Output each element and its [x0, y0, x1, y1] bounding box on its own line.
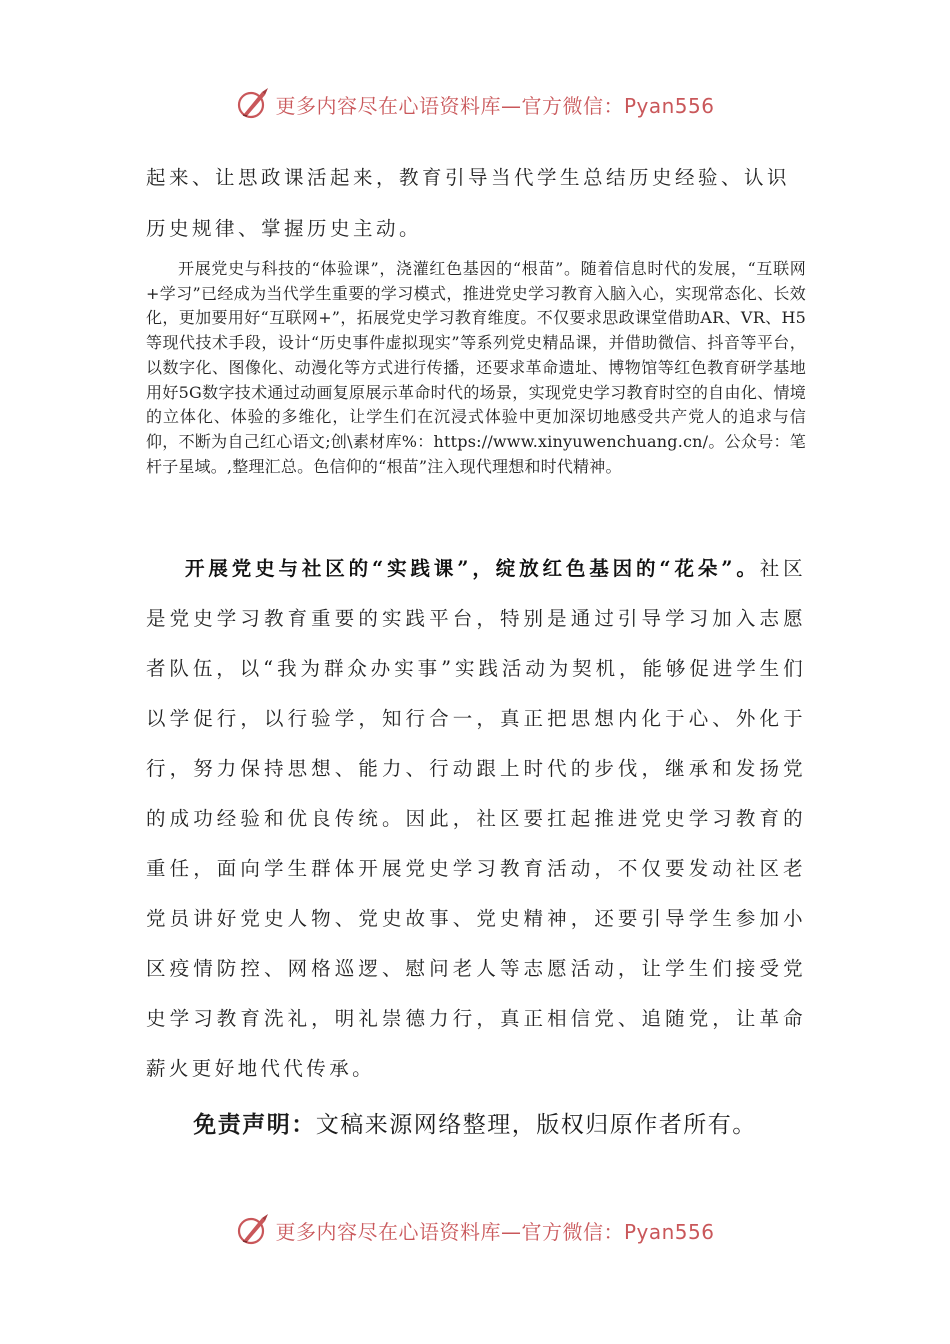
paragraph-continuation: 起来、让思政课活起来，教育引导当代学生总结历史经验、认识历史规律、掌握历史主动。: [146, 166, 791, 240]
footer-banner: [0, 1210, 950, 1250]
paragraph-body-text: 社区是党史学习教育重要的实践平台，特别是通过引导学习加入志愿者队伍，以“我为群众办实事”实践活动为契机，能够促进学生们以学促行，以行验学，知行合一，真正把思想内化于心、外化于行，努力保持思想、能力、行动跟上时代的步伐，继承和发扬党的成功经验和优良传统。因此，社区要扛起推进党史学习教育的重任，面向学生群体开展党史学习教育活动，不仅要发动社区老党员讲好党史人物、党史故事、党史精神，还要引导学生参加小区疫情防控、网格巡逻、慰问老人等志愿活动，让学生们接受党史学习教育洗礼，明礼崇德力行，真正相信党、追随党，让革命薪火更好地代代传承。: [146, 557, 806, 1080]
quill-pen-logo-icon: [235, 86, 271, 122]
paragraph-lead-heading: 开展党史与社区的“实践课”，绽放红色基因的“花朵”。: [185, 557, 760, 580]
paragraph-tech-experience: 开展党史与科技的“体验课”，浇灌红色基因的“根苗”。随着信息时代的发展，“互联网+学习”已经成为当代学生重要的学习模式，推进党史学习教育入脑入心，实现常态化、长效化，更加要用好“互联网+”，拓展党史学习教育维度。不仅要求思政课堂借助AR、VR、H5等现代技术手段，设计“历史事件虚拟现实”等系列党史精品课，并借助微信、抖音等平台，以数字化、图像化、动漫化等方式进行传播，还要求革命遗址、博物馆等红色教育研学基地用好5G数字技术通过动画复原展示革命时代的场景，实现党史学习教育时空的自由化、情境的立体化、体验的多维化，让学生们在沉浸式体验中更加深切地感受共产党人的追求与信仰，不断为自己红心语文;创\素材库%：https://www.xinyuwenchuang.cn/。公众号：笔杆子星域。,整理汇总。色信仰的“根苗”注入现代理想和时代精神。: [146, 259, 806, 476]
quill-pen-logo-icon: [235, 1212, 271, 1248]
disclaimer-label: 免责声明：: [193, 1112, 316, 1138]
paragraph-community-practice: [146, 544, 806, 1094]
disclaimer: [0, 1106, 950, 1139]
disclaimer-text: 文稿来源网络整理，版权归原作者所有。: [315, 1112, 757, 1138]
header-banner: [0, 84, 950, 124]
header-banner-text: 更多内容尽在心语资料库—官方微信：Pyan556: [275, 93, 715, 118]
footer-banner-text: 更多内容尽在心语资料库—官方微信：Pyan556: [275, 1219, 715, 1244]
